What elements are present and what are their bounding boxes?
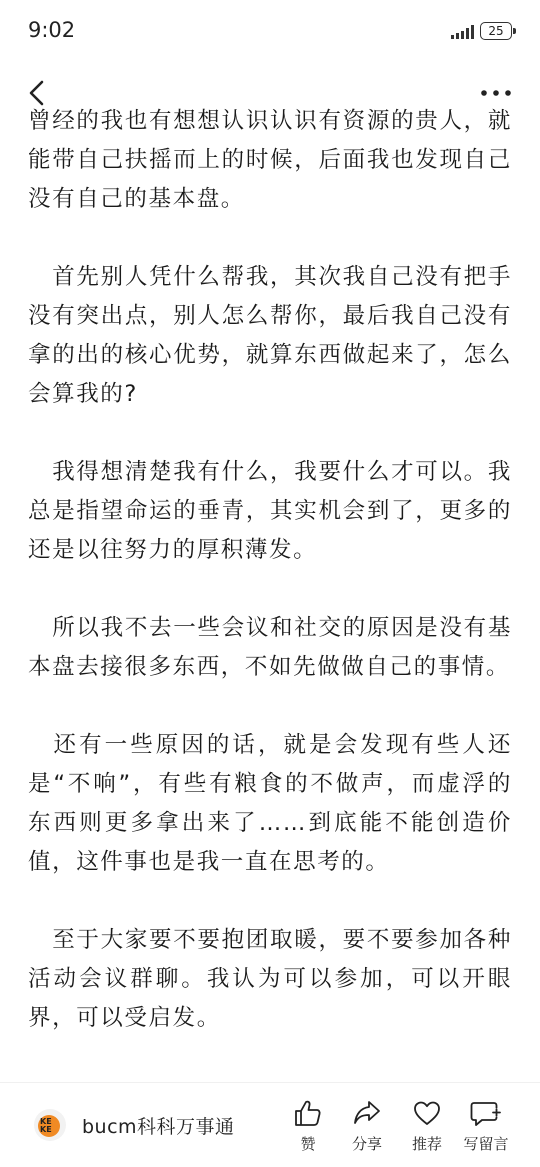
- like-button[interactable]: [278, 1099, 338, 1154]
- share-icon: [352, 1099, 382, 1127]
- article-body: [28, 102, 512, 1038]
- status-indicators: [451, 22, 512, 40]
- article-paragraph: 还有一些原因的话，就是会发现有些人还是“不响”，有些有粮食的不做声，而虚浮的东西则更多拿出来了……到底能不能创造价值，这件事也是我一直在思考的。: [28, 732, 512, 875]
- article-paragraph: 我得想清楚我有什么，我要什么才可以。我总是指望命运的垂青，其实机会到了，更多的还是以往努力的厚积薄发。: [28, 459, 512, 563]
- status-time: 9:02: [28, 18, 76, 42]
- channel-info[interactable]: [34, 1109, 235, 1141]
- comment-label: 写留言: [463, 1135, 509, 1153]
- heart-icon: [412, 1099, 442, 1127]
- share-button[interactable]: [337, 1099, 397, 1154]
- share-label: 分享: [351, 1135, 382, 1153]
- article-content[interactable]: [0, 108, 540, 1082]
- comment-add-icon: [470, 1099, 502, 1127]
- logo-text: KE: [40, 1125, 52, 1134]
- article-paragraph: 所以我不去一些会议和社交的原因是没有基本盘去接很多东西，不如先做做自己的事情。: [28, 615, 512, 680]
- status-bar: [0, 0, 540, 62]
- like-label: 赞: [300, 1135, 316, 1153]
- recommend-button[interactable]: [397, 1099, 457, 1154]
- article-paragraph: 至于大家要不要抱团取暖，要不要参加各种活动会议群聊。我认为可以参加，可以开眼界，可以受启发。: [28, 927, 512, 1031]
- battery-level: 25: [488, 24, 504, 38]
- signal-icon: [451, 23, 474, 39]
- logo-text: KE: [40, 1117, 52, 1126]
- article-paragraph: 首先别人凭什么帮我，其次我自己没有把手没有突出点，别人怎么帮你，最后我自己没有拿的出的核心优势，就算东西做起来了，怎么会算我的?: [28, 264, 512, 407]
- bottom-action-bar: [0, 1082, 540, 1167]
- comment-button[interactable]: [456, 1099, 516, 1154]
- battery-icon: [480, 22, 512, 40]
- article-paragraph: 曾经的我也有想想认识认识有资源的贵人，就能带自己扶摇而上的时候，后面我也发现自己没有自己的基本盘。: [28, 108, 512, 212]
- recommend-label: 推荐: [411, 1135, 442, 1153]
- thumbs-up-icon: [293, 1099, 323, 1127]
- channel-name: bucm科科万事通: [82, 1115, 235, 1138]
- channel-logo: [34, 1109, 66, 1141]
